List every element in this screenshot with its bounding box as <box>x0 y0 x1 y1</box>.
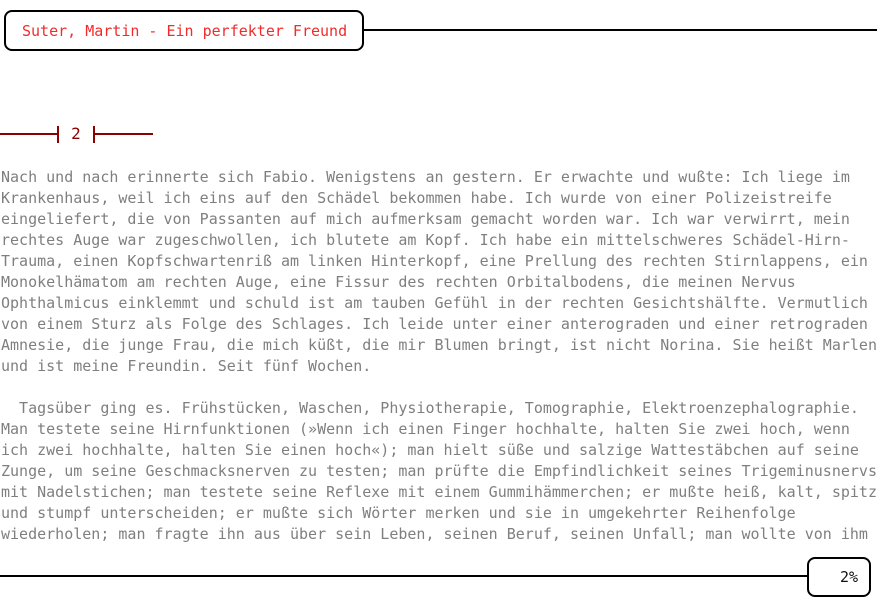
text-line: eingeliefert, die von Passanten auf mich aufmerksam gemacht worden war. Ich war verwirrt, mein <box>1 210 850 228</box>
progress-value: 2% <box>839 568 858 586</box>
text-line: Krankenhaus, weil ich eins auf den Schädel bekommen habe. Ich wurde von einer Polizeistreife <box>1 189 832 207</box>
progress-indicator <box>807 557 871 597</box>
text-line: Monokelhämatom am rechten Auge, eine Fissur des rechten Orbitalbodens, die meinen Nervus <box>1 273 796 291</box>
text-line: von einem Sturz als Folge des Schlages. Ich leide unter einer anterograden und einer retrograden <box>1 315 868 333</box>
page-text <box>1 167 877 566</box>
text-line: Zunge, um seine Geschmacksnerven zu testen; man prüfte die Empfindlichkeit seines Trigeminusnervs <box>1 462 877 480</box>
book-title: Suter, Martin - Ein perfekter Freund <box>22 21 348 40</box>
text-line: Ophthalmicus einklemmt und schuld ist am tauben Gefühl in der rechten Gesichtshälfte. Vermutlich <box>1 294 868 312</box>
header-rule <box>364 29 877 31</box>
footer-rule <box>0 575 808 577</box>
text-line <box>1 545 877 566</box>
text-line: mit Nadelstichen; man testete seine Reflexe mit einem Gummihämmerchen; er mußte heiß, kalt, spitz <box>1 483 877 501</box>
text-line: Trauma, einen Kopfschwartenriß am linken Hinterkopf, eine Prellung des rechten Stirnlappens, ein <box>1 252 868 270</box>
text-line <box>1 377 877 398</box>
text-line: und ist meine Freundin. Seit fünf Wochen. <box>1 357 372 375</box>
chapter-divider-line-left <box>0 133 58 135</box>
book-title-box <box>4 10 364 51</box>
chapter-number: 2 <box>71 124 81 143</box>
text-line: und stumpf unterscheiden; er mußte sich Wörter merken und sie in umgekehrter Reihenfolge <box>1 504 796 522</box>
text-line: Tagsüber ging es. Frühstücken, Waschen, Physiotherapie, Tomographie, Elektroenzephalographie. <box>1 399 859 417</box>
text-line: Nach und nach erinnerte sich Fabio. Wenigstens an gestern. Er erwachte und wußte: Ich liege im <box>1 168 850 186</box>
text-line: rechtes Auge war zugeschwollen, ich blutete am Kopf. Ich habe ein mittelschweres Schädel-Hirn- <box>1 231 850 249</box>
text-line: wiederholen; man fragte ihn aus über sein Leben, seinen Beruf, seinen Unfall; man wollte von ihm <box>1 525 868 543</box>
chapter-divider-line-right <box>94 133 153 135</box>
text-line: Amnesie, die junge Frau, die mich küßt, die mir Blumen bringt, ist nicht Norina. Sie heißt Marlen <box>1 336 877 354</box>
chapter-divider-tick-left <box>57 126 59 143</box>
text-line: ich zwei hochhalte, halten Sie einen hoch«); man hielt süße und salzige Wattestäbchen auf seine <box>1 441 859 459</box>
text-line: Man testete seine Hirnfunktionen (»Wenn ich einen Finger hochhalte, halten Sie zwei hoch, wenn <box>1 420 850 438</box>
